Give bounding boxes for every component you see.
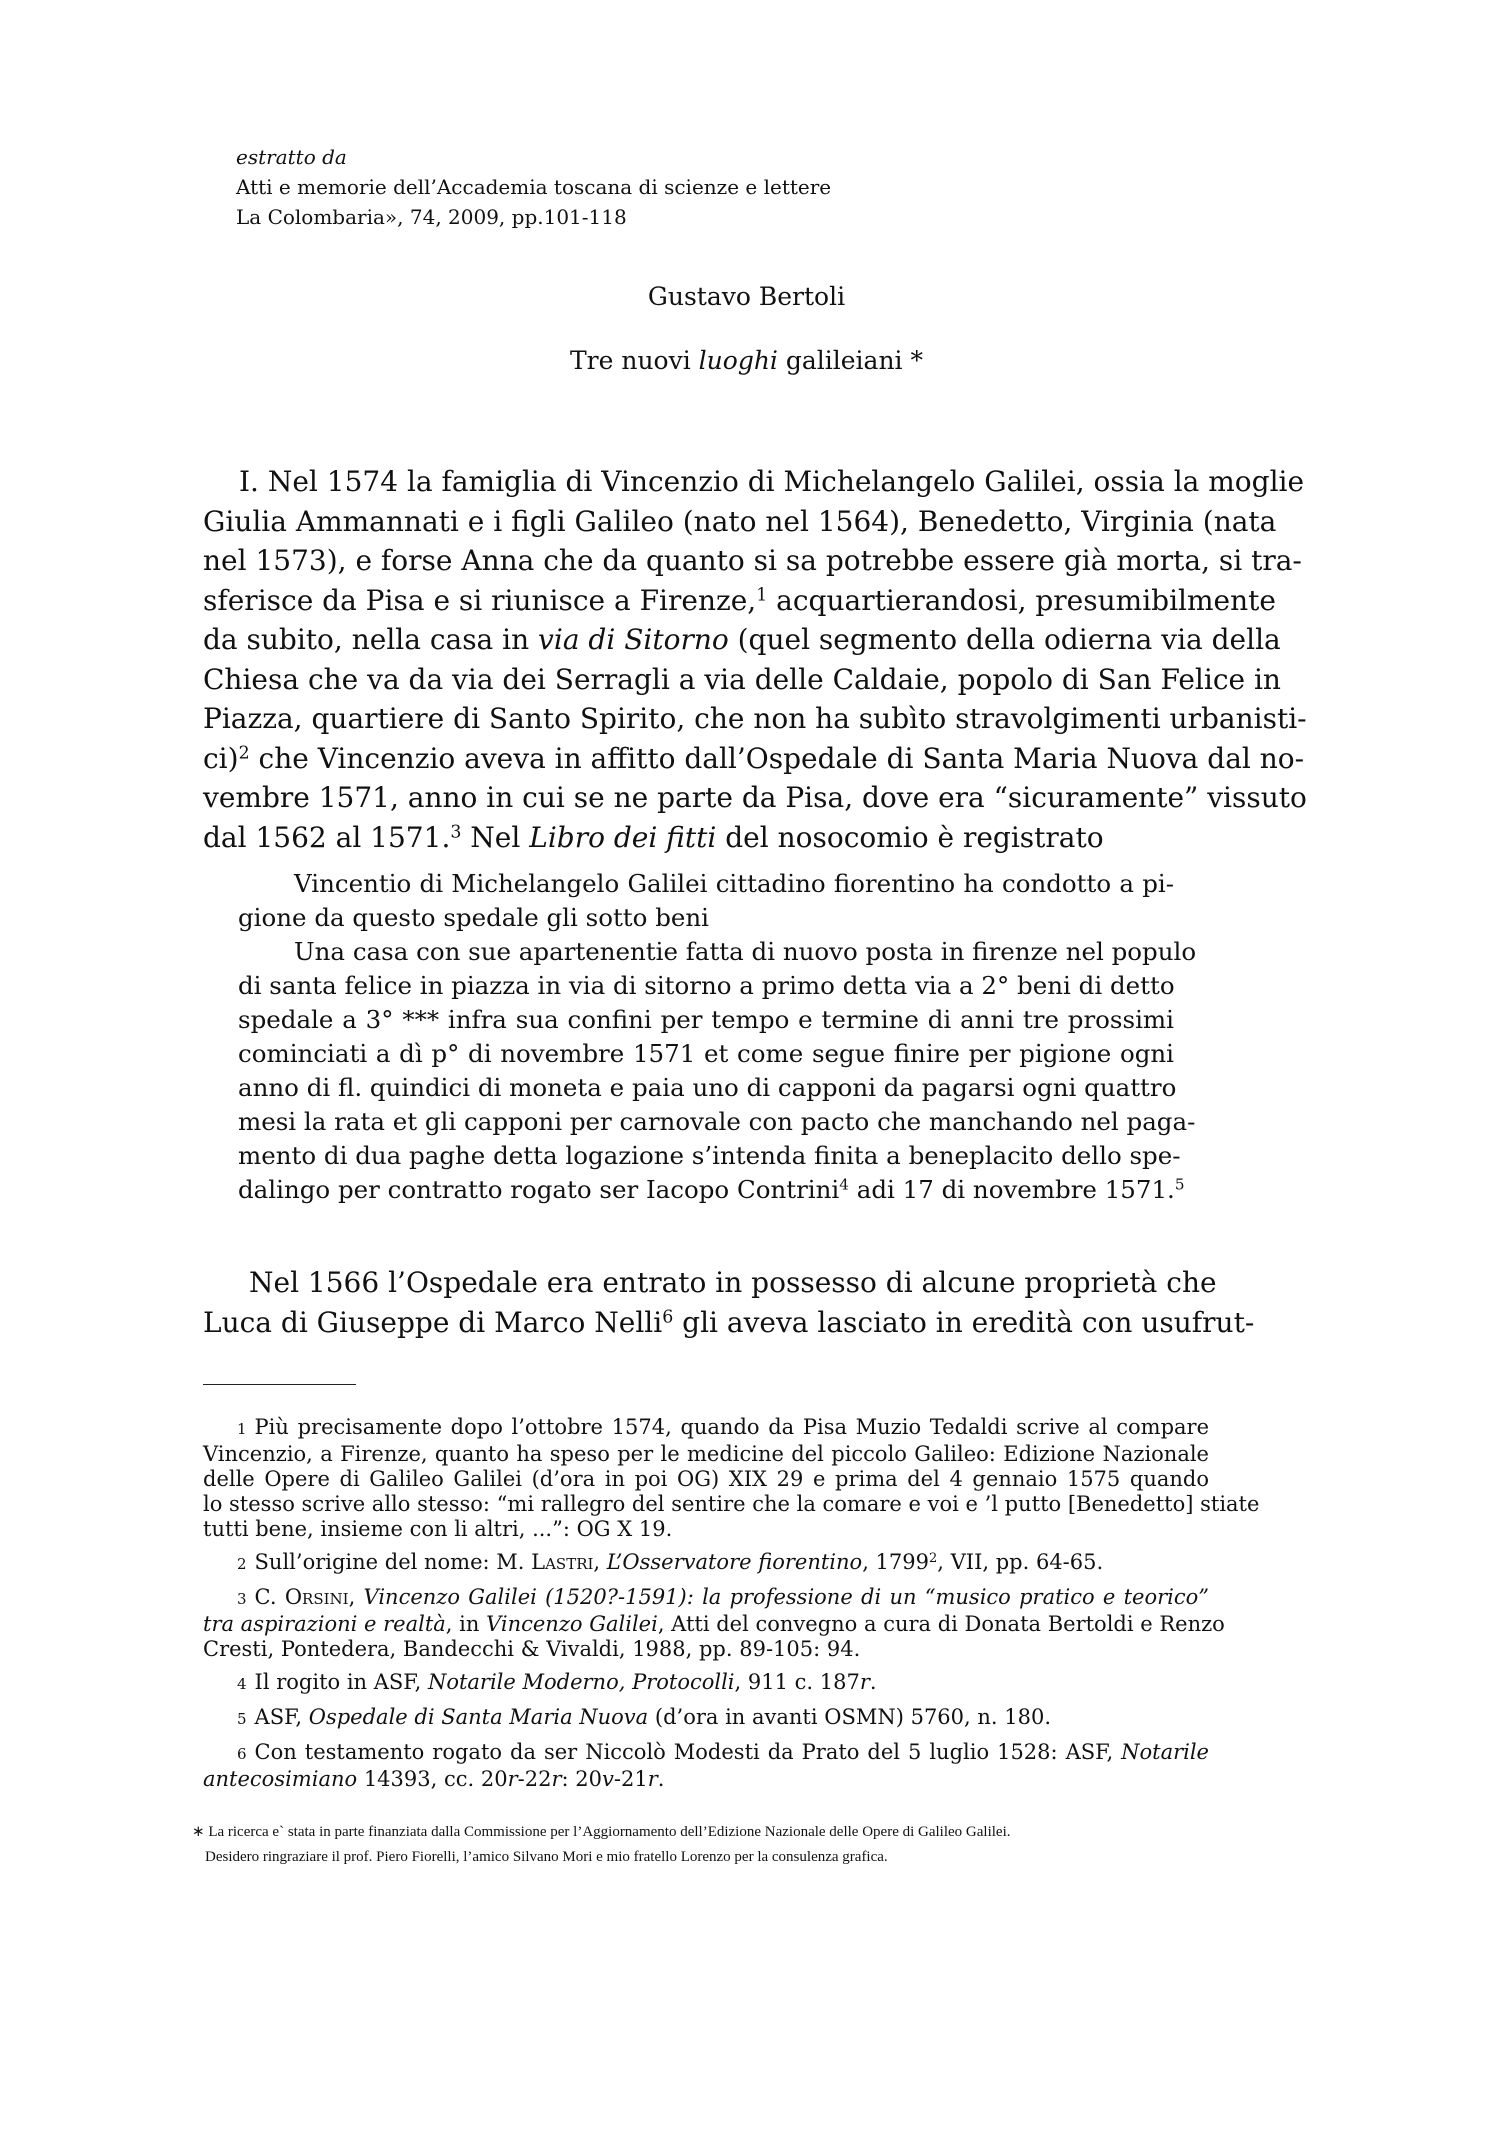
footnote-number: 3 bbox=[237, 1590, 247, 1608]
quote-line: di santa felice in piazza in via di sitorno a primo detta via a 2° beni di detto bbox=[238, 971, 1175, 1000]
acknowledgement-line: ∗ La ricerca e` stata in parte finanziata dalla Commissione per l’Aggiornamento dell’Edizione Nazionale delle Opere di Galileo Galilei. bbox=[192, 1824, 1011, 1840]
quote-line: mento di dua paghe detta logazione s’intenda finita a beneplacito dello spe- bbox=[238, 1141, 1181, 1170]
footnote-number: 5 bbox=[237, 1710, 247, 1728]
paragraph-line: sferisce da Pisa e si riunisce a Firenze,$^1$ acquartierandosi, presumibilmente bbox=[203, 583, 1276, 617]
paragraph-line: Chiesa che va da via dei Serragli a via delle Caldaie, popolo di San Felice in bbox=[203, 662, 1281, 696]
source-line-volume: La Colombaria», 74, 2009, pp.101-118 bbox=[236, 205, 627, 229]
footnote-number: 2 bbox=[237, 1555, 247, 1573]
footnote-line: tutti bene, insieme con li altri, ...”: OG X 19. bbox=[203, 1517, 673, 1541]
footnote-3 bbox=[203, 1585, 1225, 1662]
footnote-4 bbox=[203, 1670, 1209, 1697]
quote-line: Vincentio di Michelangelo Galilei cittadino fiorentino ha condotto a pi- bbox=[294, 869, 1174, 898]
source-line-journal: Atti e memorie dell’Accademia toscana di scienze e lettere bbox=[236, 175, 832, 199]
footnote-ref: 2 bbox=[238, 742, 250, 763]
quote-line: mesi la rata et gli capponi per carnovale con pacto che manchando nel paga- bbox=[238, 1107, 1196, 1136]
footnote-line: tra aspirazioni e realtà, in Vincenzo Galilei, Atti del convegno a cura di Donata Bertoldi e Renzo bbox=[203, 1612, 1225, 1636]
source-citation bbox=[236, 142, 831, 232]
quote-line: cominciati a dì p° di novembre 1571 et come segue finire per pigione ogni bbox=[238, 1039, 1174, 1068]
footnote-ref: 4 bbox=[839, 1175, 849, 1194]
footnote-line: 5 ASF, Ospedale di Santa Maria Nuova (d’ora in avanti OSMN) 5760, n. 180. bbox=[203, 1705, 1209, 1732]
footnote-line: lo stesso scrive allo stesso: “mi rallegro del sentire che la comare e voi e ’l putto [Benedetto] stiate bbox=[203, 1492, 1260, 1516]
paragraph-2 bbox=[203, 1263, 1255, 1342]
footnote-line: 6 Con testamento rogato da ser Niccolò Modesti da Prato del 5 luglio 1528: ASF, Notarile bbox=[203, 1740, 1209, 1767]
footnote-2 bbox=[203, 1550, 1209, 1577]
source-line-extract: estratto da bbox=[236, 145, 347, 169]
footnote-line: antecosimiano 14393, cc. 20r-22r: 20v-21r. bbox=[203, 1767, 665, 1791]
footnote-number: 4 bbox=[237, 1675, 247, 1693]
paragraph-1 bbox=[203, 462, 1307, 857]
paragraph-line: nel 1573), e forse Anna che da quanto si sa potrebbe essere già morta, si tra- bbox=[203, 544, 1302, 577]
footnotes bbox=[203, 1415, 1260, 1800]
footnote-line: 4 Il rogito in ASF, Notarile Moderno, Protocolli, 911 c. 187r. bbox=[203, 1670, 1209, 1697]
footnote-line: 3 C. Orsini, Vincenzo Galilei (1520?-1591): la professione di un “musico pratico e teorico” bbox=[203, 1585, 1209, 1612]
acknowledgement-line: Desidero ringraziare il prof. Piero Fiorelli, l’amico Silvano Mori e mio fratello Lorenzo per la consulenza grafica. bbox=[205, 1849, 888, 1865]
footnote-line: delle Opere di Galileo Galilei (d’ora in poi OG) XIX 29 e prima del 4 gennaio 1575 quando bbox=[203, 1467, 1209, 1491]
footnote-6 bbox=[203, 1740, 1209, 1792]
quote-line: anno di fl. quindici di moneta e paia uno di capponi da pagarsi ogni quattro bbox=[238, 1073, 1177, 1102]
paragraph-line: Piazza, quartiere di Santo Spirito, che non ha subìto stravolgimenti urbanisti- bbox=[203, 702, 1307, 735]
footnote-line: 2 Sull’origine del nome: M. Lastri, L’Osservatore fiorentino, 1799$^2$, VII, pp. 64-65. bbox=[203, 1550, 1209, 1577]
paragraph-line: dal 1562 al 1571.$^3$ Nel Libro dei fitti del nosocomio è registrato bbox=[203, 820, 1104, 854]
paragraph-line: Giulia Ammannati e i figli Galileo (nato nel 1564), Benedetto, Virginia (nata bbox=[203, 504, 1277, 538]
footnote-number: 1 bbox=[237, 1420, 247, 1438]
footnote-line: Vincenzio, a Firenze, quanto ha speso per le medicine del piccolo Galileo: Edizione Nazionale bbox=[203, 1442, 1209, 1466]
footnote-5 bbox=[203, 1705, 1209, 1732]
quote-line: spedale a 3° *** infra sua confini per tempo e termine di anni tre prossimi bbox=[238, 1005, 1174, 1034]
quote-line: Una casa con sue apartenentie fatta di nuovo posta in firenze nel populo bbox=[294, 937, 1197, 966]
footnote-ref: 3 bbox=[450, 821, 462, 842]
footnote-line: 1 Più precisamente dopo l’ottobre 1574, quando da Pisa Muzio Tedaldi scrive al compare bbox=[203, 1415, 1209, 1442]
quote-line: gione da questo spedale gli sotto beni bbox=[238, 903, 709, 932]
paragraph-line: vembre 1571, anno in cui se ne parte da Pisa, dove era “sicuramente” vissuto bbox=[203, 781, 1307, 814]
footnote-separator bbox=[203, 1384, 356, 1385]
paragraph-line: ci)$^2$ che Vincenzio aveva in affitto dall’Ospedale di Santa Maria Nuova dal no- bbox=[203, 741, 1305, 775]
paragraph-line: I. Nel 1574 la famiglia di Vincenzio di Michelangelo Galilei, ossia la moglie bbox=[239, 465, 1305, 498]
footnote-number: 6 bbox=[237, 1745, 247, 1763]
footnote-ref: 1 bbox=[756, 584, 768, 605]
footnote-ref: 6 bbox=[662, 1306, 674, 1327]
paragraph-line: Nel 1566 l’Ospedale era entrato in possesso di alcune proprietà che bbox=[249, 1266, 1217, 1299]
article-title: Tre nuovi luoghi galileiani * bbox=[569, 346, 924, 375]
quote-line: dalingo per contratto rogato ser Iacopo Contrini$^4$ adi 17 di novembre 1571.$^5$ bbox=[238, 1175, 1185, 1204]
footnote-line: Cresti, Pontedera, Bandecchi & Vivaldi, 1988, pp. 89-105: 94. bbox=[203, 1637, 861, 1661]
block-quote bbox=[238, 867, 1197, 1207]
footnote-1 bbox=[203, 1415, 1260, 1542]
paragraph-line: Luca di Giuseppe di Marco Nelli$^6$ gli aveva lasciato in eredità con usufrut- bbox=[203, 1305, 1255, 1339]
author-name: Gustavo Bertoli bbox=[647, 282, 846, 311]
footnote-ref: 5 bbox=[1174, 1175, 1185, 1194]
paragraph-line: da subito, nella casa in via di Sitorno (quel segmento della odierna via della bbox=[203, 623, 1281, 656]
acknowledgement-note bbox=[192, 1820, 1011, 1870]
